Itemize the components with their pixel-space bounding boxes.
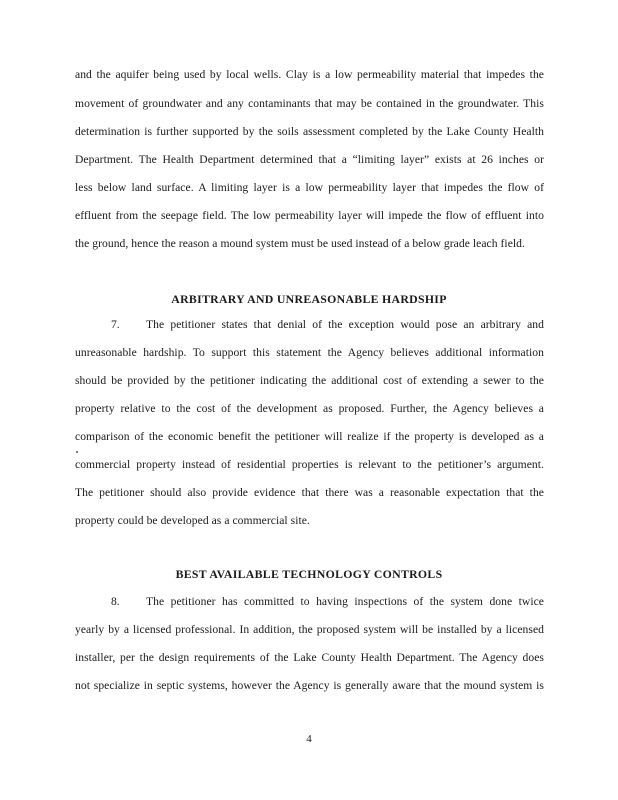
paragraph-line: commercial property instead of residential properties is relevant to the petitioner’s argument.	[75, 458, 544, 471]
paragraph-line: installer, per the design requirements of the Lake County Health Department. The Agency does	[75, 651, 544, 664]
paragraph-line: and the aquifer being used by local wells. Clay is a low permeability material that impedes the	[75, 68, 544, 81]
section-heading-best-available-technology: BEST AVAILABLE TECHNOLOGY CONTROLS	[175, 567, 443, 581]
paragraph-line: property could be developed as a commercial site.	[75, 514, 310, 527]
paragraph-line: unreasonable hardship. To support this statement the Agency believes additional information	[75, 346, 544, 359]
paragraph-number: 7.	[111, 318, 120, 331]
paragraph-line: the ground, hence the reason a mound system must be used instead of a below grade leach field.	[75, 237, 525, 250]
page-number: 4	[306, 733, 312, 745]
paragraph-line: less below land surface. A limiting layer is a low permeability layer that impedes the flow of	[75, 181, 544, 194]
paragraph-line: comparison of the economic benefit the petitioner will realize if the property is developed as a	[75, 430, 544, 443]
paragraph-line: The petitioner states that denial of the exception would pose an arbitrary and	[146, 318, 544, 331]
paragraph-number: 8.	[111, 595, 120, 608]
paragraph-line: not specialize in septic systems, however the Agency is generally aware that the mound system is	[75, 679, 544, 692]
scan-speck	[76, 451, 78, 453]
paragraph-line: effluent from the seepage field. The low permeability layer will impede the flow of effluent into	[75, 209, 544, 222]
section-heading-arbitrary-hardship: ARBITRARY AND UNREASONABLE HARDSHIP	[171, 292, 447, 306]
paragraph-line: determination is further supported by the soils assessment completed by the Lake County Health	[75, 125, 544, 138]
paragraph-line: property relative to the cost of the development as proposed. Further, the Agency believes a	[75, 402, 544, 415]
paragraph-line: The petitioner has committed to having inspections of the system done twice	[146, 595, 544, 608]
paragraph-line: The petitioner should also provide evidence that there was a reasonable expectation that the	[75, 486, 544, 499]
paragraph-line: movement of groundwater and any contaminants that may be contained in the groundwater. This	[75, 97, 544, 110]
paragraph-line: yearly by a licensed professional. In addition, the proposed system will be installed by a licensed	[75, 623, 544, 636]
paragraph-line: Department. The Health Department determined that a “limiting layer” exists at 26 inches or	[75, 153, 544, 166]
paragraph-line: should be provided by the petitioner indicating the additional cost of extending a sewer to the	[75, 374, 544, 387]
